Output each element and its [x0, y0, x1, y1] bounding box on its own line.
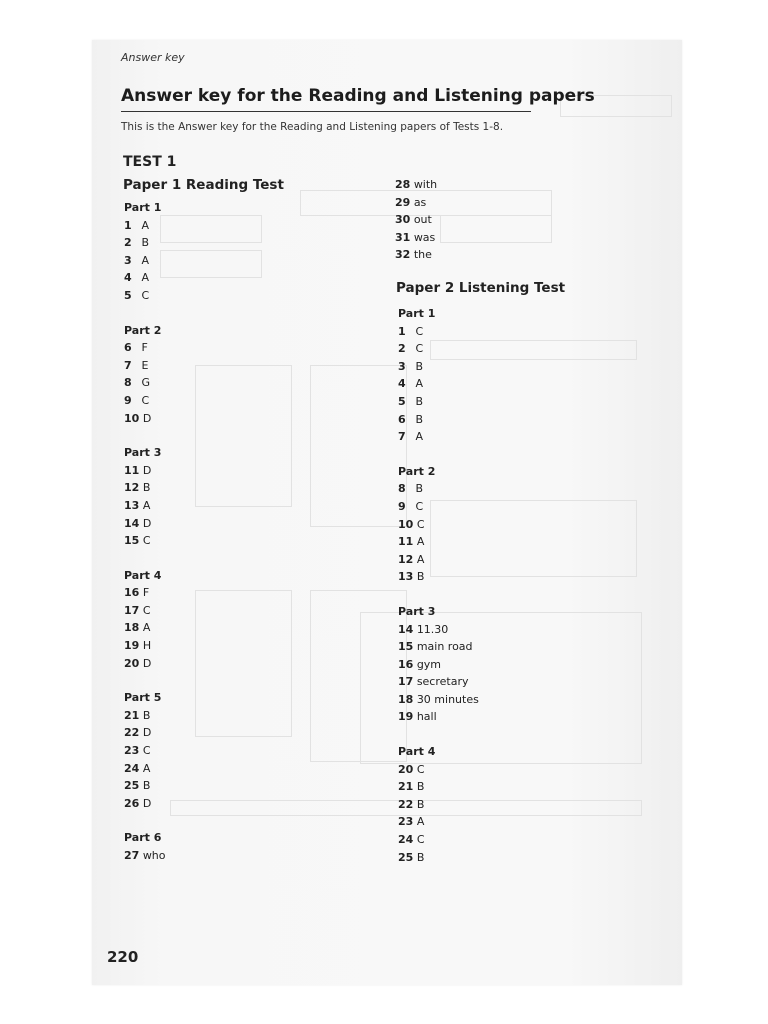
answer-value: C	[142, 744, 151, 758]
question-number: 27	[124, 849, 140, 862]
answer-value: C	[416, 517, 425, 531]
answer-value: F	[142, 586, 150, 600]
question-number: 3	[124, 253, 132, 267]
page-title: Answer key for the Reading and Listening papers	[121, 86, 595, 106]
answer-value: with	[413, 178, 438, 191]
part-title: Part 2	[398, 464, 436, 478]
part-title: Part 4	[398, 745, 436, 759]
answer-item	[124, 584, 324, 602]
answer-value: C	[416, 762, 425, 776]
answer-item	[398, 498, 598, 516]
question-number: 21	[124, 708, 140, 722]
answer-value: gym	[416, 657, 442, 671]
answer-item	[398, 533, 598, 551]
part-spacer	[398, 726, 598, 743]
answer-item	[124, 655, 324, 673]
question-number: 21	[398, 780, 414, 794]
question-number: 20	[398, 762, 414, 776]
listening-answers-column	[398, 305, 598, 866]
answer-value: main road	[416, 640, 473, 654]
answer-value: B	[415, 482, 424, 496]
answer-item	[395, 194, 595, 212]
answer-item	[124, 462, 324, 480]
question-number: 6	[124, 341, 132, 355]
part-title: Part 6	[124, 831, 162, 845]
answer-item	[398, 411, 598, 429]
part-title: Part 4	[124, 568, 162, 582]
question-number: 8	[398, 482, 406, 496]
part-spacer	[398, 446, 598, 463]
answer-value: A	[141, 271, 150, 285]
question-number: 10	[398, 517, 414, 531]
question-number: 11	[124, 463, 140, 477]
answer-item	[124, 795, 324, 813]
reading-answers-continued	[395, 176, 595, 264]
answer-item	[398, 796, 598, 814]
part-title: Part 3	[398, 604, 436, 618]
question-number: 1	[124, 218, 132, 232]
answer-value: A	[415, 377, 424, 391]
answer-value: B	[142, 779, 151, 793]
answer-item	[398, 831, 598, 849]
question-number: 2	[398, 342, 406, 356]
answer-value: D	[142, 516, 152, 530]
answer-item	[395, 246, 595, 264]
answer-value: C	[142, 603, 151, 617]
answer-value: C	[416, 833, 425, 847]
answer-value: B	[416, 797, 425, 811]
answer-item	[398, 778, 598, 796]
part-spacer	[398, 586, 598, 603]
answer-value: B	[416, 780, 425, 794]
answer-item	[395, 229, 595, 247]
answer-item	[124, 479, 324, 497]
question-number: 29	[395, 195, 411, 209]
answer-item	[124, 357, 324, 375]
answer-value: C	[141, 288, 150, 302]
title-underline	[121, 111, 531, 112]
question-number: 9	[124, 393, 132, 407]
test-heading: TEST 1	[123, 154, 177, 170]
listening-paper-heading: Paper 2 Listening Test	[396, 280, 566, 296]
answer-value: A	[415, 430, 424, 444]
question-number: 18	[398, 692, 414, 706]
question-number: 5	[398, 394, 406, 408]
part-spacer	[124, 812, 324, 829]
answer-value: B	[142, 481, 151, 495]
answer-item	[398, 621, 598, 639]
question-number: 9	[398, 499, 406, 513]
intro-text: This is the Answer key for the Reading and Listening papers of Tests 1-8.	[121, 121, 504, 133]
answer-value: E	[141, 358, 149, 372]
answer-value: D	[142, 726, 152, 740]
question-number: 25	[398, 850, 414, 864]
answer-item	[398, 673, 598, 691]
reading-answers-column	[124, 199, 324, 865]
answer-value: G	[141, 376, 151, 390]
answer-item	[398, 568, 598, 586]
answer-value: A	[416, 535, 425, 549]
question-number: 24	[398, 833, 414, 847]
question-number: 14	[398, 622, 414, 636]
part-title: Part 1	[124, 201, 162, 214]
answer-value: D	[142, 656, 152, 670]
question-number: 12	[124, 481, 140, 495]
answer-item	[124, 777, 324, 795]
answer-item	[398, 849, 598, 867]
answer-value: 30 minutes	[416, 692, 479, 706]
question-number: 5	[124, 288, 132, 302]
answer-item	[398, 551, 598, 569]
question-number: 19	[124, 639, 140, 653]
question-number: 3	[398, 359, 406, 373]
bleed-through-box	[310, 365, 407, 527]
question-number: 25	[124, 779, 140, 793]
question-number: 19	[398, 710, 414, 724]
answer-value: A	[416, 815, 425, 829]
question-number: 1	[398, 324, 406, 338]
answer-value: secretary	[416, 675, 469, 689]
answer-value: D	[142, 463, 152, 477]
answer-value: C	[142, 534, 151, 548]
answer-item	[124, 532, 324, 550]
answer-value: F	[141, 341, 148, 355]
question-number: 15	[124, 534, 140, 548]
answer-value: hall	[416, 710, 437, 724]
answer-item	[398, 428, 598, 446]
answer-value: the	[413, 248, 432, 262]
answer-value: D	[142, 796, 152, 810]
answer-item	[398, 393, 598, 411]
answer-item	[398, 375, 598, 393]
question-number: 23	[398, 815, 414, 829]
answer-item	[398, 761, 598, 779]
answer-value: B	[416, 570, 425, 584]
answer-value: C	[415, 324, 424, 338]
part-spacer	[124, 550, 324, 567]
part-title: Part 3	[124, 446, 162, 460]
answer-item	[124, 847, 324, 865]
question-number: 15	[398, 640, 414, 654]
answer-item	[124, 410, 324, 428]
part-spacer	[124, 672, 324, 689]
question-number: 13	[398, 570, 414, 584]
question-number: 26	[124, 796, 140, 810]
answer-item	[124, 497, 324, 515]
question-number: 13	[124, 498, 140, 512]
answer-value: A	[142, 621, 151, 635]
question-number: 12	[398, 552, 414, 566]
answer-value: D	[142, 411, 152, 425]
answer-item	[124, 619, 324, 637]
page-number: 220	[107, 948, 139, 966]
answer-item	[398, 691, 598, 709]
answer-item	[124, 515, 324, 533]
answer-value: who	[142, 849, 166, 862]
question-number: 24	[124, 761, 140, 775]
answer-item	[124, 269, 324, 287]
part-title: Part 1	[398, 307, 436, 320]
question-number: 18	[124, 621, 140, 635]
question-number: 11	[398, 535, 414, 549]
running-head: Answer key	[121, 51, 185, 64]
part-title: Part 5	[124, 691, 162, 705]
question-number: 6	[398, 412, 406, 426]
question-number: 17	[124, 603, 140, 617]
answer-value: C	[415, 499, 424, 513]
answer-item	[124, 374, 324, 392]
answer-value: as	[413, 195, 427, 209]
answer-value: 11.30	[416, 622, 449, 636]
answer-item	[124, 742, 324, 760]
part-spacer	[124, 427, 324, 444]
question-number: 8	[124, 376, 132, 390]
answer-value: C	[415, 342, 424, 356]
question-number: 28	[395, 178, 411, 191]
answer-item	[124, 217, 324, 235]
answer-item	[124, 234, 324, 252]
answer-item	[124, 287, 324, 305]
answer-item	[398, 638, 598, 656]
answer-item	[395, 176, 595, 194]
question-number: 30	[395, 213, 411, 227]
answer-value: B	[415, 394, 424, 408]
answer-item	[124, 707, 324, 725]
question-number: 10	[124, 411, 140, 425]
answer-item	[398, 708, 598, 726]
answer-item	[398, 323, 598, 341]
answer-item	[124, 637, 324, 655]
part-spacer	[124, 305, 324, 322]
question-number: 31	[395, 230, 411, 244]
question-number: 14	[124, 516, 140, 530]
answer-value: B	[415, 359, 424, 373]
question-number: 20	[124, 656, 140, 670]
question-number: 7	[398, 430, 406, 444]
question-number: 4	[124, 271, 132, 285]
answer-item	[398, 480, 598, 498]
question-number: 22	[398, 797, 414, 811]
answer-item	[398, 340, 598, 358]
answer-item	[398, 656, 598, 674]
question-number: 32	[395, 248, 411, 262]
answer-value: B	[416, 850, 425, 864]
question-number: 17	[398, 675, 414, 689]
answer-value: B	[415, 412, 424, 426]
answer-value: H	[142, 639, 152, 653]
answer-item	[124, 252, 324, 270]
answer-value: A	[416, 552, 425, 566]
answer-value: was	[413, 230, 436, 244]
answer-value: A	[142, 498, 151, 512]
answer-item	[398, 813, 598, 831]
answer-item	[124, 339, 324, 357]
answer-value: B	[141, 236, 150, 250]
answer-value: A	[142, 761, 151, 775]
answer-item	[124, 724, 324, 742]
question-number: 4	[398, 377, 406, 391]
question-number: 7	[124, 358, 132, 372]
question-number: 16	[398, 657, 414, 671]
answer-item	[398, 358, 598, 376]
answer-item	[124, 602, 324, 620]
answer-item	[395, 211, 595, 229]
question-number: 23	[124, 744, 140, 758]
question-number: 22	[124, 726, 140, 740]
answer-value: B	[142, 708, 151, 722]
answer-item	[124, 392, 324, 410]
part-title: Part 2	[124, 323, 162, 337]
answer-value: A	[141, 253, 150, 267]
answer-value: C	[141, 393, 150, 407]
question-number: 2	[124, 236, 132, 250]
question-number: 16	[124, 586, 140, 600]
answer-value: out	[413, 213, 432, 227]
answer-item	[124, 760, 324, 778]
reading-paper-heading: Paper 1 Reading Test	[123, 177, 284, 193]
answer-item	[398, 516, 598, 534]
answer-value: A	[141, 218, 150, 232]
